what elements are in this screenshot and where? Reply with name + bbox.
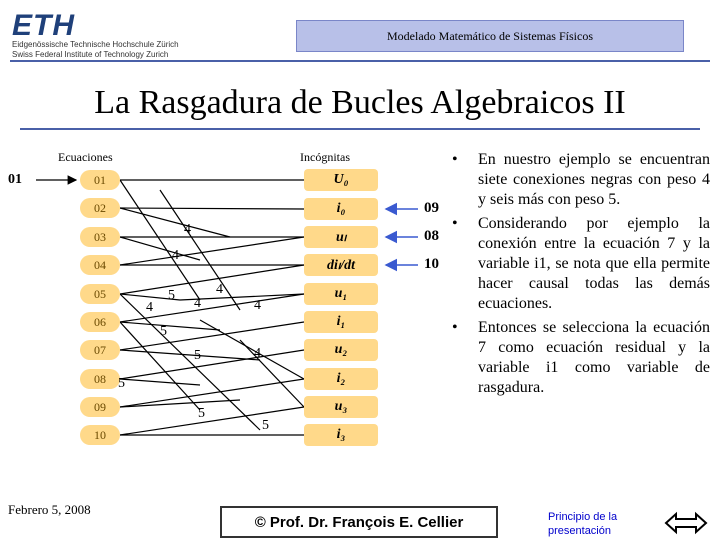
edge-weight: 4	[216, 282, 223, 297]
equations-label: Ecuaciones	[58, 150, 113, 164]
equation-node: 07	[80, 340, 120, 360]
edge-weight: 5	[118, 376, 125, 391]
side-arrows	[386, 209, 418, 265]
equation-node: 09	[80, 397, 120, 417]
bullet-item: • Entonces se selecciona la ecuación 7 como ecuación residual y la variable i1 como variable de rasgadura.	[448, 318, 710, 398]
edge-weight: 5	[160, 324, 167, 339]
footer-credit: © Prof. Dr. François E. Cellier	[220, 506, 498, 538]
edge-weight: 5	[262, 418, 269, 433]
side-number: 10	[424, 256, 439, 272]
equation-node: 05	[80, 284, 120, 304]
logo-line-1: Eidgenössische Technische Hochschule Zürich	[12, 40, 179, 49]
unknown-node: i₁	[304, 311, 378, 333]
unknown-node: u₃	[304, 396, 378, 418]
footer-date: Febrero 5, 2008	[8, 502, 91, 517]
unknown-node: i₂	[304, 368, 378, 390]
unknowns-label: Incógnitas	[300, 150, 350, 164]
equation-node: 08	[80, 369, 120, 389]
edge-weight: 4	[254, 346, 261, 361]
edge-weight: 4	[254, 298, 261, 313]
unknown-node: U₀	[304, 169, 378, 191]
edge-weight: 4	[194, 296, 201, 311]
unknown-node: u₁	[304, 283, 378, 305]
bullet-item: • Considerando por ejemplo la conexión entre la ecuación 7 y la variable i1, se nota que ella permite hacer causal todas las demás ecuaciones.	[448, 214, 710, 314]
unknown-node: uₗ	[304, 226, 378, 248]
side-number: 08	[424, 228, 439, 244]
equation-node: 04	[80, 255, 120, 275]
equation-node: 10	[80, 425, 120, 445]
double-arrow-icon[interactable]	[664, 510, 708, 536]
equation-node: 06	[80, 312, 120, 332]
equation-node: 03	[80, 227, 120, 247]
start-label: 01	[8, 172, 22, 187]
side-number: 09	[424, 200, 439, 216]
unknown-node: i₃	[304, 424, 378, 446]
unknown-node: u₂	[304, 339, 378, 361]
principio-link[interactable]: Principio de la presentación	[548, 511, 618, 537]
unknown-node: i₀	[304, 198, 378, 220]
edge-weight: 4	[146, 300, 153, 315]
edge-weight: 5	[168, 288, 175, 303]
course-title: Modelado Matemático de Sistemas Físicos	[296, 20, 684, 52]
unknown-node: diₗ/dt	[304, 254, 378, 276]
edge-weight: 5	[194, 348, 201, 363]
equation-node: 02	[80, 198, 120, 218]
slide-title: La Rasgadura de Bucles Algebraicos II	[94, 84, 626, 121]
bullet-item: • En nuestro ejemplo se encuentran siete conexiones negras con peso 4 y seis más con peso 5.	[448, 150, 710, 210]
bullet-list	[448, 150, 710, 402]
edge-weight: 5	[198, 406, 205, 421]
equation-node: 01	[80, 170, 120, 190]
logo-mark: ETH	[12, 9, 75, 42]
edge-weight: 4	[184, 222, 191, 237]
logo-line-2: Swiss Federal Institute of Technology Zurich	[12, 50, 169, 59]
edge-weight: 4	[172, 248, 179, 263]
